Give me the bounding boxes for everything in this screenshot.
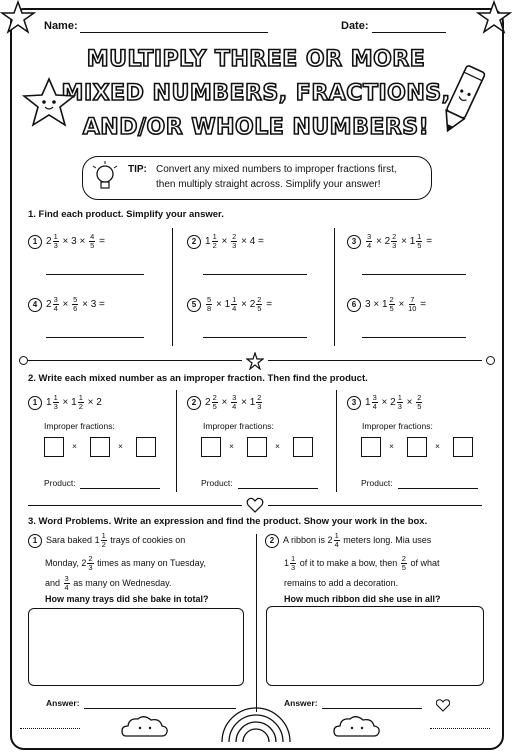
- problem-2-1: 1 1 $\frac{1}{3}$ × 1 $\frac{1}{2}$ × 2: [28, 394, 102, 411]
- work-box[interactable]: [266, 606, 484, 686]
- star-icon: [476, 0, 512, 36]
- column-divider: [256, 534, 257, 712]
- tip-line-1: Convert any mixed numbers to improper fractions first,: [156, 164, 397, 175]
- answer-line[interactable]: [46, 337, 144, 338]
- fraction-box[interactable]: [201, 437, 221, 457]
- lightbulb-icon: [90, 160, 120, 194]
- word-problem-1-question: How many trays did she bake in total?: [45, 594, 209, 604]
- section-1-heading: 1. Find each product. Simplify your answer.: [28, 209, 224, 220]
- section-2-heading: 2. Write each mixed number as an improper fraction. Then find the product.: [28, 373, 368, 384]
- problem-2-3: 3 1 $\frac{3}{4}$ × 2 $\frac{1}{3}$ × $\frac{2}{5}$: [347, 394, 423, 411]
- dotted-decoration: [430, 728, 490, 729]
- title-line-2: MIXED NUMBERS, FRACTIONS,: [61, 81, 451, 106]
- section-divider: [268, 505, 482, 506]
- section-divider: [268, 360, 482, 361]
- fraction-box[interactable]: [136, 437, 156, 457]
- fraction-box[interactable]: [293, 437, 313, 457]
- rainbow-icon: [216, 700, 296, 744]
- pencil-icon: [432, 60, 492, 142]
- column-divider: [336, 390, 337, 492]
- answer-line[interactable]: [46, 274, 144, 275]
- times-sign: ×: [72, 441, 77, 451]
- dot-decoration: [486, 356, 495, 365]
- improper-label: Improper fractions:: [203, 421, 274, 431]
- cloud-icon: [120, 714, 170, 740]
- times-sign: ×: [118, 441, 123, 451]
- word-problem-1-line-2: Monday, 2 $\frac{2}{3}$ times as many on Tuesday,: [45, 554, 206, 573]
- cloud-icon: [332, 714, 382, 740]
- word-problem-2-line-3: remains to add a decoration.: [284, 578, 399, 588]
- date-label: Date:: [341, 20, 369, 32]
- times-sign: ×: [435, 441, 440, 451]
- problem-1-3: 3 $\frac{3}{4}$ × 2 $\frac{2}{3}$ × 1 $\frac{1}{5}$ =: [347, 233, 432, 250]
- date-field[interactable]: [372, 32, 446, 33]
- problem-1-1: 1 2 $\frac{1}{3}$ × 3 × $\frac{4}{5}$ =: [28, 233, 105, 250]
- tip-line-2: then multiply straight across. Simplify your answer!: [156, 179, 381, 190]
- problem-1-4: 4 2 $\frac{3}{4}$ × $\frac{5}{6}$ × 3 =: [28, 296, 105, 313]
- dotted-decoration: [20, 728, 80, 729]
- fraction-box[interactable]: [44, 437, 64, 457]
- section-3-heading: 3. Word Problems. Write an expression and find the product. Show your work in the box.: [28, 516, 428, 527]
- answer-label: Answer:: [46, 698, 80, 708]
- column-divider: [334, 228, 335, 346]
- smiling-star-icon: [20, 76, 78, 128]
- title-line-3: AND/OR WHOLE NUMBERS!: [82, 115, 430, 140]
- times-sign: ×: [229, 441, 234, 451]
- column-divider: [172, 228, 173, 346]
- fraction-box[interactable]: [247, 437, 267, 457]
- improper-label: Improper fractions:: [362, 421, 433, 431]
- product-label: Product:: [44, 478, 76, 488]
- name-field[interactable]: [80, 32, 268, 33]
- fraction-box[interactable]: [90, 437, 110, 457]
- dot-decoration: [19, 356, 28, 365]
- heart-icon: [436, 699, 450, 712]
- problem-1-5: 5 $\frac{5}{8}$ × 1 $\frac{1}{4}$ × 2 $\frac{2}{5}$ =: [187, 296, 272, 313]
- problem-1-2: 2 1 $\frac{1}{2}$ × $\frac{2}{3}$ × 4 =: [187, 233, 264, 250]
- word-problem-2-line-1: 2 A ribbon is 2 $\frac{1}{4}$ meters long. Mia uses: [265, 531, 431, 550]
- product-label: Product:: [201, 478, 233, 488]
- star-icon: [246, 352, 264, 370]
- times-sign: ×: [275, 441, 280, 451]
- answer-line[interactable]: [362, 337, 466, 338]
- section-divider: [28, 360, 242, 361]
- word-problem-1-line-3: and $\frac{3}{4}$ as many on Wednesday.: [45, 574, 172, 593]
- star-icon: [0, 0, 36, 36]
- times-sign: ×: [389, 441, 394, 451]
- answer-line[interactable]: [84, 708, 236, 709]
- answer-line[interactable]: [203, 274, 307, 275]
- answer-line[interactable]: [203, 337, 307, 338]
- problem-2-2: 2 2 $\frac{2}{5}$ × $\frac{3}{4}$ × 1 $\frac{2}{3}$: [187, 394, 263, 411]
- product-line[interactable]: [80, 488, 160, 489]
- fraction-box[interactable]: [361, 437, 381, 457]
- section-divider: [28, 505, 242, 506]
- answer-line[interactable]: [362, 274, 466, 275]
- answer-line[interactable]: [322, 708, 422, 709]
- product-line[interactable]: [398, 488, 478, 489]
- problem-1-6: 6 3 × 1 $\frac{2}{5}$ × $\frac{7}{10}$ =: [347, 296, 426, 313]
- word-problem-2-line-2: 1 $\frac{1}{3}$ of it to make a bow, then $\frac{2}{5}$ of what: [284, 554, 440, 573]
- word-problem-2-question: How much ribbon did she use in all?: [284, 594, 441, 604]
- fraction-box[interactable]: [407, 437, 427, 457]
- work-box[interactable]: [28, 608, 244, 686]
- word-problem-1-line-1: 1 Sara baked 1 $\frac{1}{2}$ trays of cookies on: [28, 531, 185, 550]
- title-line-1: MULTIPLY THREE OR MORE: [86, 47, 426, 72]
- tip-label: TIP:: [128, 164, 147, 175]
- name-label: Name:: [44, 20, 78, 32]
- product-line[interactable]: [238, 488, 318, 489]
- fraction-box[interactable]: [453, 437, 473, 457]
- improper-label: Improper fractions:: [44, 421, 115, 431]
- column-divider: [176, 390, 177, 492]
- answer-label: Answer:: [284, 698, 318, 708]
- heart-icon: [246, 497, 264, 513]
- product-label: Product:: [361, 478, 393, 488]
